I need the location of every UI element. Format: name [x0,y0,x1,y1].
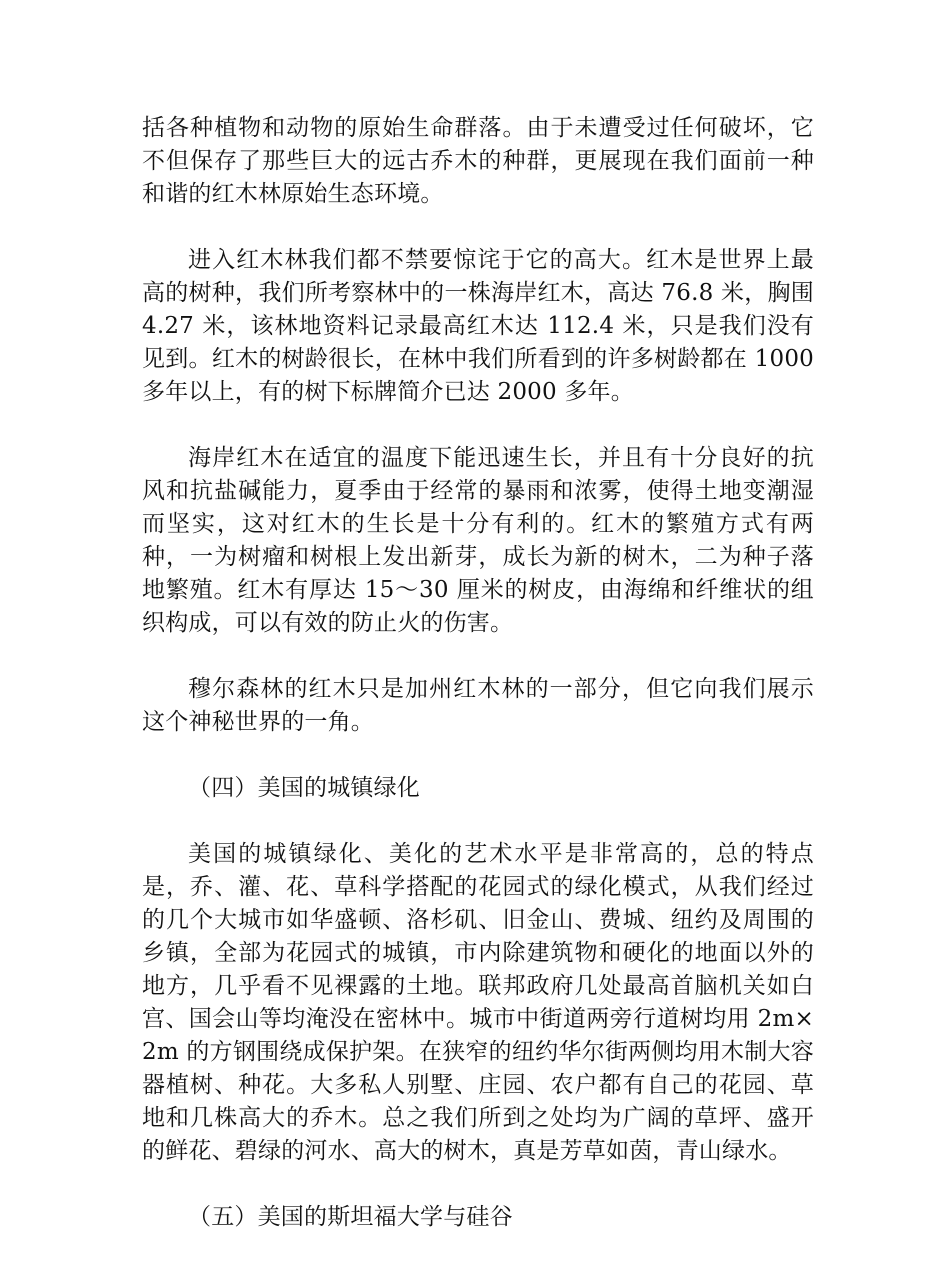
section-heading-urban-greening: （四）美国的城镇绿化 [188,775,420,801]
paragraph-urban-greening: 美国的城镇绿化、美化的艺术水平是非常高的，总的特点是，乔、灌、花、草科学搭配的花园式的绿化模式，从我们经过的几个大城市如华盛顿、洛杉矶、旧金山、费城、纽约及周围的乡镇，全部为花园式的城镇，市内除建筑物和硬化的地面以外的地方，几乎看不见裸露的土地。联邦政府几处最高首脑机关如白宫、国会山等均淹没在密林中。城市中街道两旁行道树均用 2m×2m 的方钢围绕成保护架。在狭窄的纽约华尔街两侧均用木制大容器植树、种花。大多私人别墅、庄园、农户都有自己的花园、草地和几株高大的乔木。总之我们所到之处均为广阔的草坪、盛开的鲜花、碧绿的河水、高大的树木，真是芳草如茵，青山绿水。 [142,841,814,1164]
paragraph-redwood-growth: 海岸红木在适宜的温度下能迅速生长，并且有十分良好的抗风和抗盐碱能力，夏季由于经常的暴雨和浓雾，使得土地变潮湿而坚实，这对红木的生长是十分有利的。红木的繁殖方式有两种，一为树瘤和树根上发出新芽，成长为新的树木，二为种子落地繁殖。红木有厚达 15～30 厘米的树皮，由海绵和纤维状的组织构成，可以有效的防止火的伤害。 [142,445,814,636]
paragraph-redwood-height: 进入红木林我们都不禁要惊诧于它的高大。红木是世界上最高的树种，我们所考察林中的一株海岸红木，高达 76.8 米，胸围 4.27 米，该林地资料记录最高红木达 112.4 米，只是我们没有见到。红木的树龄很长，在林中我们所看到的许多树龄都在 1000 多年以上，有的树下标牌简介已达 2000 多年。 [142,247,814,405]
document-body [142,112,814,1267]
paragraph-muir-woods: 穆尔森林的红木只是加州红木林的一部分，但它向我们展示这个神秘世界的一角。 [142,676,814,735]
section-heading-stanford-silicon-valley: （五）美国的斯坦福大学与硅谷 [188,1204,513,1230]
paragraph-redwood-community: 括各种植物和动物的原始生命群落。由于未遭受过任何破坏，它不但保存了那些巨大的远古乔木的种群，更展现在我们面前一种和谐的红木林原始生态环境。 [142,115,814,207]
